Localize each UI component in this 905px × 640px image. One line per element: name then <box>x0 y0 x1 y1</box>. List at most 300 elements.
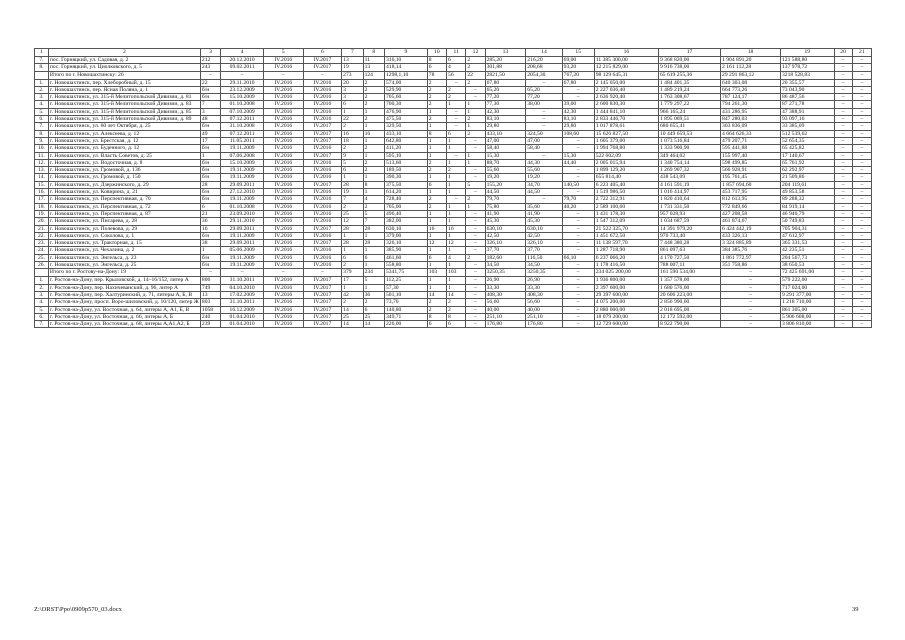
table-cell: 73,70 <box>384 299 427 306</box>
table-cell: 408,30 <box>485 291 526 298</box>
table-cell: 12 215 829,00 <box>594 64 658 71</box>
table-cell: б/н <box>200 159 220 166</box>
table-cell: 2 <box>342 262 363 269</box>
table-cell: 45,30 <box>526 218 562 225</box>
table-cell: 6 <box>427 181 446 188</box>
table-cell: 1 016 414,97 <box>658 189 720 196</box>
table-cell: 13 <box>342 57 363 64</box>
table-cell: 17.02.2009 <box>221 291 264 298</box>
row-number-cell: 1. <box>35 277 49 284</box>
table-cell: – <box>834 284 852 291</box>
table-cell: – <box>200 71 220 79</box>
table-cell: 25 <box>342 313 363 320</box>
table-cell: IV.2016 <box>264 321 304 328</box>
table-cell: 34,50 <box>526 262 562 269</box>
table-cell: 01.10.2008 <box>221 203 264 210</box>
table-cell: 1 <box>447 262 466 269</box>
table-cell: 664 773,26 <box>721 86 781 93</box>
table-cell: 453 717,95 <box>721 189 781 196</box>
table-cell: IV.2016 <box>264 181 304 188</box>
table-cell: 65,20 <box>485 86 526 93</box>
table-cell: – <box>834 210 852 217</box>
table-cell: 2 <box>363 116 384 123</box>
table-row <box>35 145 872 152</box>
table-cell: – <box>852 210 871 217</box>
table-cell: IV.2016 <box>264 152 304 159</box>
table-cell: 1 034 687,59 <box>658 218 720 225</box>
table-cell: 48 <box>200 116 220 123</box>
table-cell: 1 861 772,97 <box>721 254 781 261</box>
table-cell: – <box>852 79 871 86</box>
table-cell: 5341,75 <box>384 269 427 277</box>
table-cell: 29 291 863,12 <box>721 71 781 79</box>
table-cell: – <box>562 284 594 291</box>
table-cell: 137 978,72 <box>780 64 834 71</box>
table-cell: – <box>834 247 852 254</box>
table-cell: IV.2017 <box>303 181 342 188</box>
table-cell: 1 <box>200 247 220 254</box>
table-cell: 411,20 <box>384 145 427 152</box>
table-cell: – <box>447 79 466 86</box>
table-cell: – <box>834 86 852 93</box>
table-body <box>35 49 872 328</box>
table-cell: 1 <box>447 181 466 188</box>
row-number-cell: 19. <box>35 210 49 217</box>
table-cell: 20 606 223,00 <box>658 291 720 298</box>
table-cell: 28 <box>200 181 220 188</box>
table-cell: IV.2016 <box>264 313 304 320</box>
table-cell: 7 <box>200 101 220 108</box>
table-cell: 1 <box>363 174 384 181</box>
table-cell: 77,20 <box>526 94 562 101</box>
table-cell: – <box>852 313 871 320</box>
row-number-cell: 7. <box>35 123 49 130</box>
table-cell: 479 207,71 <box>721 137 781 144</box>
table-cell: 787 124,17 <box>721 94 781 101</box>
table-cell: 2 <box>363 79 384 86</box>
table-cell: 103 <box>427 269 446 277</box>
table-cell: 642,80 <box>384 137 427 144</box>
table-cell: – <box>834 101 852 108</box>
table-cell: 700,30 <box>384 101 427 108</box>
table-cell: IV.2016 <box>303 116 342 123</box>
table-cell: 19.11.2009 <box>221 232 264 239</box>
table-cell: 595 441,88 <box>721 145 781 152</box>
table-cell: б/н <box>200 254 220 261</box>
table-cell: 705 904,31 <box>780 225 834 232</box>
table-cell: 408,30 <box>526 291 562 298</box>
table-row <box>35 240 872 247</box>
table-cell: 56,60 <box>485 299 526 306</box>
table-cell: 20.12.2010 <box>221 57 264 64</box>
table-cell: 37,70 <box>526 247 562 254</box>
table-cell: IV.2016 <box>264 262 304 269</box>
table-cell: 1 <box>466 152 485 159</box>
table-cell: – <box>562 269 594 277</box>
table-cell: 108,60 <box>562 130 594 137</box>
table-cell: 1 333 900,90 <box>658 145 720 152</box>
table-cell: 2 <box>363 94 384 101</box>
column-number-header: 6 <box>303 49 342 57</box>
address-cell: г. Новошахтинск, ул. Энгельса, д. 23 <box>48 254 200 261</box>
address-cell: г. Новошахтинск, ул. Ковирина, д. 21 <box>48 189 200 196</box>
table-cell: IV.2016 <box>303 196 342 203</box>
table-cell: 103 <box>447 269 466 277</box>
table-cell: 251,10 <box>485 313 526 320</box>
table-cell: 3 324 885,89 <box>721 240 781 247</box>
table-cell: 316,10 <box>384 57 427 64</box>
table-cell: 2054,30 <box>526 71 562 79</box>
table-cell: 6 <box>342 254 363 261</box>
table-cell: – <box>721 313 781 320</box>
table-cell: – <box>562 137 594 144</box>
table-cell: 1 <box>363 152 384 159</box>
table-cell: IV.2017 <box>303 64 342 71</box>
table-cell: 847 280,03 <box>721 116 781 123</box>
table-cell: 22 <box>342 116 363 123</box>
table-cell: 42,30 <box>562 108 594 115</box>
table-cell: 2 <box>466 196 485 203</box>
table-cell: 19.11.2009 <box>221 262 264 269</box>
table-cell: – <box>834 94 852 101</box>
table-cell: 7 <box>342 196 363 203</box>
table-cell: 384 385,76 <box>721 247 781 254</box>
table-cell: 01.04.2010 <box>221 321 264 328</box>
table-cell: 861 097,63 <box>658 247 720 254</box>
table-cell: – <box>834 321 852 328</box>
table-cell: 29.09.2011 <box>221 181 264 188</box>
table-cell: 05.06.2009 <box>221 247 264 254</box>
table-cell: 140,80 <box>384 306 427 313</box>
table-cell: 8 <box>363 181 384 188</box>
row-number-cell: 8. <box>35 64 49 71</box>
table-cell: 2 722 312,91 <box>594 196 658 203</box>
table-cell: 21 509,86 <box>780 174 834 181</box>
table-cell: – <box>526 196 562 203</box>
table-cell: 1 218 710,00 <box>780 299 834 306</box>
table-cell: – <box>466 232 485 239</box>
table-cell: 2 <box>363 203 384 210</box>
table-cell: – <box>562 94 594 101</box>
table-cell: 12 <box>447 240 466 247</box>
table-cell: 56 <box>447 71 466 79</box>
row-number-cell <box>35 71 49 79</box>
table-cell: – <box>562 174 594 181</box>
table-cell: 49 <box>200 130 220 137</box>
table-cell: – <box>834 262 852 269</box>
table-cell: IV.2017 <box>303 291 342 298</box>
table-cell: 204 567,73 <box>780 254 834 261</box>
table-cell: 806 <box>200 277 220 284</box>
table-cell: 50 749,83 <box>780 218 834 225</box>
table-cell: 1 <box>427 262 446 269</box>
table-cell: 2 <box>466 254 485 261</box>
table-cell: – <box>466 247 485 254</box>
table-cell: 382,00 <box>384 218 427 225</box>
address-cell: Итого по г. Ростову-на-Дону: 19 <box>48 269 200 277</box>
table-cell: 44,50 <box>526 189 562 196</box>
table-cell: – <box>852 116 871 123</box>
table-cell: – <box>447 196 466 203</box>
table-cell: IV.2016 <box>264 196 304 203</box>
table-cell: – <box>852 240 871 247</box>
table-cell: 40,00 <box>526 306 562 313</box>
table-cell: IV.2016 <box>264 240 304 247</box>
table-cell: IV.2016 <box>303 101 342 108</box>
table-cell: IV.2016 <box>264 189 304 196</box>
table-cell: – <box>852 218 871 225</box>
table-cell: 47 388,91 <box>780 108 834 115</box>
table-cell: 2 856 990,00 <box>658 299 720 306</box>
table-cell: 11 <box>363 57 384 64</box>
table-cell: 329,50 <box>384 123 427 130</box>
table-cell: 189,50 <box>384 167 427 174</box>
table-cell: 1 <box>447 247 466 254</box>
table-cell: IV.2016 <box>264 247 304 254</box>
table-cell: 5 <box>342 159 363 166</box>
table-cell: 28 <box>342 225 363 232</box>
table-cell: – <box>221 269 264 277</box>
table-cell: – <box>721 284 781 291</box>
table-cell: 9 <box>342 152 363 159</box>
column-number-header: 3 <box>200 49 220 57</box>
table-cell: – <box>834 196 852 203</box>
table-cell: – <box>466 240 485 247</box>
table-cell: 22 <box>200 79 220 86</box>
table-cell: 12 729 600,00 <box>594 321 658 328</box>
table-cell: 204 119,61 <box>780 181 834 188</box>
table-cell: 375,50 <box>384 181 427 188</box>
table-cell: 1 547 312,09 <box>594 218 658 225</box>
table-cell: 461,60 <box>384 254 427 261</box>
table-cell: – <box>834 240 852 247</box>
table-cell: – <box>834 137 852 144</box>
table-cell: – <box>721 291 781 298</box>
column-number-header: 8 <box>363 49 384 57</box>
table-cell: 2 <box>363 159 384 166</box>
address-cell: г. Ростов-на-Дону, просп. Воро-шиловский, д. 10/120, литер Ж <box>49 299 199 306</box>
address-cell: г. Новошахтинск, ул. Энгельса, д. 25 <box>48 262 200 269</box>
table-cell: 680 655,41 <box>658 123 720 130</box>
table-cell: – <box>721 306 781 313</box>
table-row <box>35 262 872 269</box>
table-row <box>35 130 872 137</box>
column-number-header: 7 <box>342 49 363 57</box>
table-cell: 09.02.2011 <box>221 64 264 71</box>
table-cell: 155 997,40 <box>721 152 781 159</box>
table-cell: 124 <box>363 71 384 79</box>
table-cell: 2 <box>466 116 485 123</box>
table-cell: 2 <box>466 79 485 86</box>
table-cell: 433,10 <box>485 130 526 137</box>
table-row <box>35 321 872 328</box>
table-cell: 46 940,79 <box>780 210 834 217</box>
row-number-cell: 10. <box>35 145 49 152</box>
table-cell: 86 487,56 <box>780 94 834 101</box>
table-cell: 1 <box>342 247 363 254</box>
table-cell: 6 <box>200 203 220 210</box>
table-cell: – <box>526 79 562 86</box>
table-cell: 2 <box>363 86 384 93</box>
address-cell: г. Ростов-на-Дону, ул. Восточная, д. 68, литеры А,А1,А2, Б <box>48 321 200 328</box>
table-cell: 1 <box>427 137 446 144</box>
table-cell: 2 <box>466 57 485 64</box>
table-cell: 45,30 <box>485 218 526 225</box>
table-cell: 6 <box>427 321 446 328</box>
table-cell: IV.2017 <box>303 321 342 328</box>
table-row <box>35 137 872 144</box>
table-cell: 1 <box>342 174 363 181</box>
table-cell: 10 449 659,53 <box>658 130 720 137</box>
table-cell: 1 <box>466 101 485 108</box>
table-cell: 379 <box>342 269 363 277</box>
group-total-row <box>35 269 872 277</box>
table-cell: – <box>526 108 562 115</box>
table-cell: 1 779 297,22 <box>658 101 720 108</box>
column-number-header: 4 <box>221 49 264 57</box>
table-row <box>35 167 872 174</box>
table-cell: 11 138 597,70 <box>594 240 658 247</box>
group-total-row <box>35 71 872 79</box>
table-cell: 13 <box>200 291 220 298</box>
column-number-header: 21 <box>852 49 871 57</box>
table-cell: 36 <box>363 291 384 298</box>
table-cell: – <box>834 299 852 306</box>
table-cell: 957 028,93 <box>658 210 720 217</box>
table-cell: 1058 <box>200 306 220 313</box>
table-cell: IV.2017 <box>303 240 342 247</box>
table-cell: 3 806 810,00 <box>780 321 834 328</box>
table-cell: 15 626 827,50 <box>594 130 658 137</box>
table-cell: IV.2016 <box>264 210 304 217</box>
row-number-cell: 4. <box>35 101 49 108</box>
table-cell: 1 <box>447 101 466 108</box>
table-cell: 25 <box>363 313 384 320</box>
table-cell: IV.2016 <box>303 232 342 239</box>
table-cell: 33 385,09 <box>780 123 834 130</box>
table-cell: 2 <box>466 130 485 137</box>
row-number-cell: 8. <box>35 130 49 137</box>
table-cell: – <box>834 116 852 123</box>
table-cell: 2 <box>363 299 384 306</box>
table-cell: – <box>834 79 852 86</box>
table-cell: 303 836,09 <box>721 123 781 130</box>
table-cell: 28 <box>363 225 384 232</box>
table-cell: 1 <box>342 284 363 291</box>
table-cell: 16.12.2009 <box>221 306 264 313</box>
address-cell: г. Новошахтинск, ул. Писарева, д. 28 <box>48 218 200 225</box>
table-row <box>35 313 872 320</box>
table-cell: 26,90 <box>526 277 562 284</box>
table-cell: 788 007,11 <box>658 262 720 269</box>
table-cell: – <box>562 299 594 306</box>
table-cell: – <box>834 232 852 239</box>
row-number-cell: 24. <box>35 247 49 254</box>
table-cell: 07.12.2011 <box>221 130 264 137</box>
table-cell: – <box>466 189 485 196</box>
table-cell: 78 <box>427 71 446 79</box>
table-cell: 28 <box>363 240 384 247</box>
table-cell: 121 588,80 <box>780 57 834 64</box>
table-cell: б/н <box>200 123 220 130</box>
table-cell: 176,80 <box>526 321 562 328</box>
table-cell: 17 140,67 <box>780 152 834 159</box>
address-cell: г. Новошахтинск, ул. Дзержинского, д. 29 <box>48 181 200 188</box>
address-cell: г. Ростов-на-Дону, пер. Нахичеванский, д. 96, литер А <box>48 284 200 291</box>
table-cell: – <box>834 269 852 277</box>
table-cell: – <box>200 269 220 277</box>
table-cell: 273 <box>342 71 363 79</box>
row-number-cell: 14. <box>35 174 49 181</box>
address-cell: г. Новошахтинск, ул. 315-й Мелитопольской Дивизии, д. 83 <box>48 101 200 108</box>
table-cell: 1 <box>466 203 485 210</box>
table-cell: – <box>721 321 781 328</box>
table-cell: – <box>834 130 852 137</box>
table-cell: 19 <box>342 64 363 71</box>
table-cell: б/н <box>200 86 220 93</box>
table-cell: 1 <box>427 247 446 254</box>
column-number-header: 17 <box>658 49 720 57</box>
table-cell: 1 017 878,61 <box>594 123 658 130</box>
column-number-header: 16 <box>594 49 658 57</box>
table-cell: 595,10 <box>384 152 427 159</box>
table-cell: 5 <box>363 210 384 217</box>
table-row <box>35 57 872 64</box>
table-cell: 324,50 <box>526 130 562 137</box>
table-cell: 1 904 891,20 <box>721 57 781 64</box>
table-cell: 49 853,58 <box>780 189 834 196</box>
table-cell: 655 814,40 <box>594 174 658 181</box>
row-number-cell: 7. <box>35 57 49 64</box>
table-cell: 07.06.2008 <box>221 152 264 159</box>
table-cell: – <box>447 116 466 123</box>
table-cell: 2 005 015,94 <box>594 159 658 166</box>
table-cell: 4 075 200,00 <box>594 299 658 306</box>
row-number-cell: 6. <box>35 313 49 320</box>
table-cell: – <box>466 94 485 101</box>
table-cell: 705,00 <box>384 203 427 210</box>
page-number: 39 <box>852 606 859 613</box>
table-cell: 1 <box>427 284 446 291</box>
table-cell: 512 539,62 <box>780 130 834 137</box>
table-cell: 574,00 <box>384 79 427 86</box>
table-cell: IV.2017 <box>303 277 342 284</box>
table-cell: 44,50 <box>485 189 526 196</box>
table-cell: – <box>834 145 852 152</box>
table-cell: 1 895 069,51 <box>658 116 720 123</box>
table-cell: 12 172 592,00 <box>658 313 720 320</box>
address-cell: пос. Горняцкий, ул. Циолковского, д. 5 <box>48 64 200 71</box>
table-cell: IV.2016 <box>303 189 342 196</box>
row-number-cell: 6. <box>35 116 49 123</box>
column-number-header: 5 <box>264 49 304 57</box>
table-cell: 1 680 576,00 <box>658 284 720 291</box>
table-row <box>35 152 872 159</box>
table-cell: 8 <box>427 130 446 137</box>
table-row <box>35 299 872 306</box>
column-number-header: 12 <box>466 49 485 57</box>
table-cell: 66,10 <box>562 254 594 261</box>
table-cell: – <box>834 167 852 174</box>
table-cell: 349,71 <box>384 313 427 320</box>
row-number-cell: 22. <box>35 232 49 239</box>
table-cell: 11.05.2011 <box>221 137 264 144</box>
table-cell: 2 <box>342 299 363 306</box>
table-cell: 15,30 <box>562 152 594 159</box>
row-number-cell: 5. <box>35 306 49 313</box>
table-cell: б/н <box>200 167 220 174</box>
table-row <box>35 79 872 86</box>
